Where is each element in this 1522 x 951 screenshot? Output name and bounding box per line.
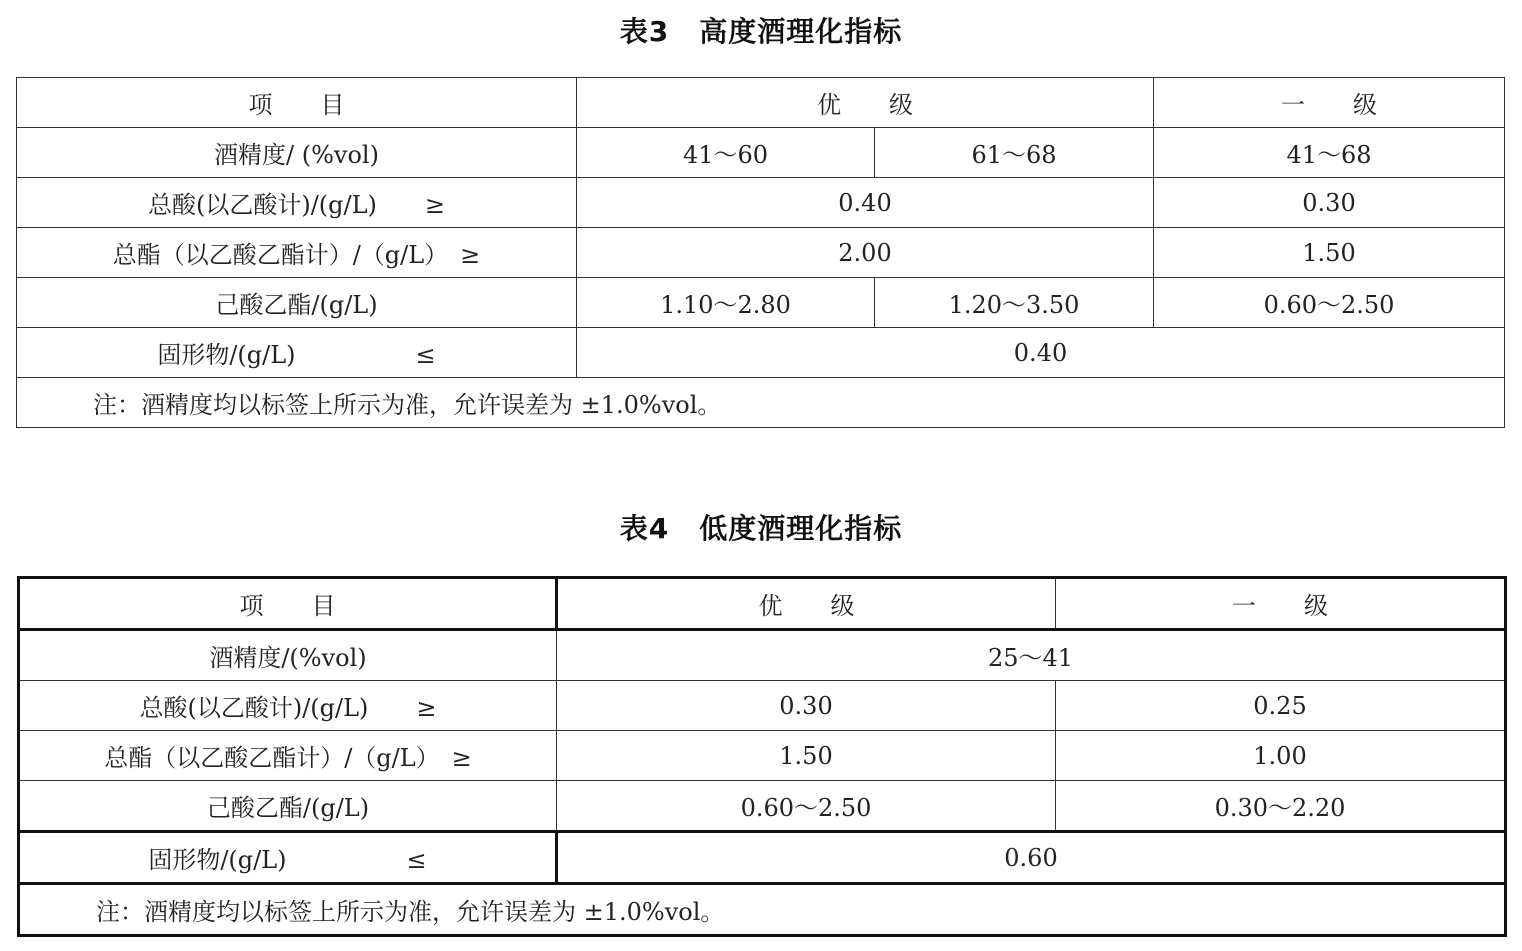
table4-caption-label: 表4	[619, 512, 670, 545]
table-row	[17, 178, 1505, 228]
table-row	[19, 781, 1506, 832]
cell-premium-range-2: 1.20～3.50	[875, 278, 1154, 328]
header-first-grade: 一 级	[1056, 578, 1506, 630]
row-item: 固形物/(g/L) ≤	[17, 328, 577, 378]
header-premium-grade: 优 级	[577, 78, 1154, 128]
cell-first: 1.00	[1056, 731, 1506, 781]
table-header-row	[19, 578, 1506, 630]
header-first-grade: 一 级	[1154, 78, 1505, 128]
cell-premium: 1.50	[557, 731, 1056, 781]
row-item: 固形物/(g/L) ≤	[19, 832, 557, 884]
row-item: 酒精度/ (%vol)	[17, 128, 577, 178]
cell-all-grades: 0.60	[557, 832, 1506, 884]
table-row	[19, 630, 1506, 681]
table-row	[19, 681, 1506, 731]
cell-premium-range-1: 1.10～2.80	[577, 278, 875, 328]
row-item: 己酸乙酯/(g/L)	[17, 278, 577, 328]
table4-caption	[0, 507, 1522, 547]
row-item: 总酯（以乙酸乙酯计）/（g/L） ≥	[17, 228, 577, 278]
table-row	[17, 278, 1505, 328]
row-item: 酒精度/(%vol)	[19, 630, 557, 681]
cell-all-grades: 25～41	[557, 630, 1506, 681]
cell-premium-range-2: 61～68	[875, 128, 1154, 178]
table-row	[17, 228, 1505, 278]
cell-first: 41～68	[1154, 128, 1505, 178]
cell-premium: 0.40	[577, 178, 1154, 228]
table-note-row	[19, 884, 1506, 936]
cell-first: 0.30～2.20	[1056, 781, 1506, 832]
cell-premium: 2.00	[577, 228, 1154, 278]
table3-high-alcohol-spec	[16, 77, 1505, 428]
table-row	[19, 731, 1506, 781]
row-item: 总酸(以乙酸计)/(g/L) ≥	[17, 178, 577, 228]
table-note: 注：酒精度均以标签上所示为准，允许误差为 ±1.0%vol。	[17, 378, 1505, 428]
cell-first: 0.60～2.50	[1154, 278, 1505, 328]
table-row	[17, 128, 1505, 178]
cell-premium-range-1: 41～60	[577, 128, 875, 178]
table-header-row	[17, 78, 1505, 128]
cell-all-grades: 0.40	[577, 328, 1505, 378]
table-note-row	[17, 378, 1505, 428]
table-row	[17, 328, 1505, 378]
row-item: 总酸(以乙酸计)/(g/L) ≥	[19, 681, 557, 731]
header-item: 项 目	[19, 578, 557, 630]
table3-caption	[0, 10, 1522, 50]
table3-caption-title: 高度酒理化指标	[699, 15, 903, 48]
cell-premium: 0.30	[557, 681, 1056, 731]
row-item: 总酯（以乙酸乙酯计）/（g/L） ≥	[19, 731, 557, 781]
cell-first: 1.50	[1154, 228, 1505, 278]
cell-first: 0.30	[1154, 178, 1505, 228]
header-item: 项 目	[17, 78, 577, 128]
cell-first: 0.25	[1056, 681, 1506, 731]
table-row	[19, 832, 1506, 884]
cell-premium: 0.60～2.50	[557, 781, 1056, 832]
table-note: 注：酒精度均以标签上所示为准，允许误差为 ±1.0%vol。	[19, 884, 1506, 936]
table4-caption-title: 低度酒理化指标	[699, 512, 903, 545]
header-premium-grade: 优 级	[557, 578, 1056, 630]
table3-caption-label: 表3	[619, 15, 670, 48]
table4-low-alcohol-spec	[17, 576, 1507, 937]
row-item: 己酸乙酯/(g/L)	[19, 781, 557, 832]
